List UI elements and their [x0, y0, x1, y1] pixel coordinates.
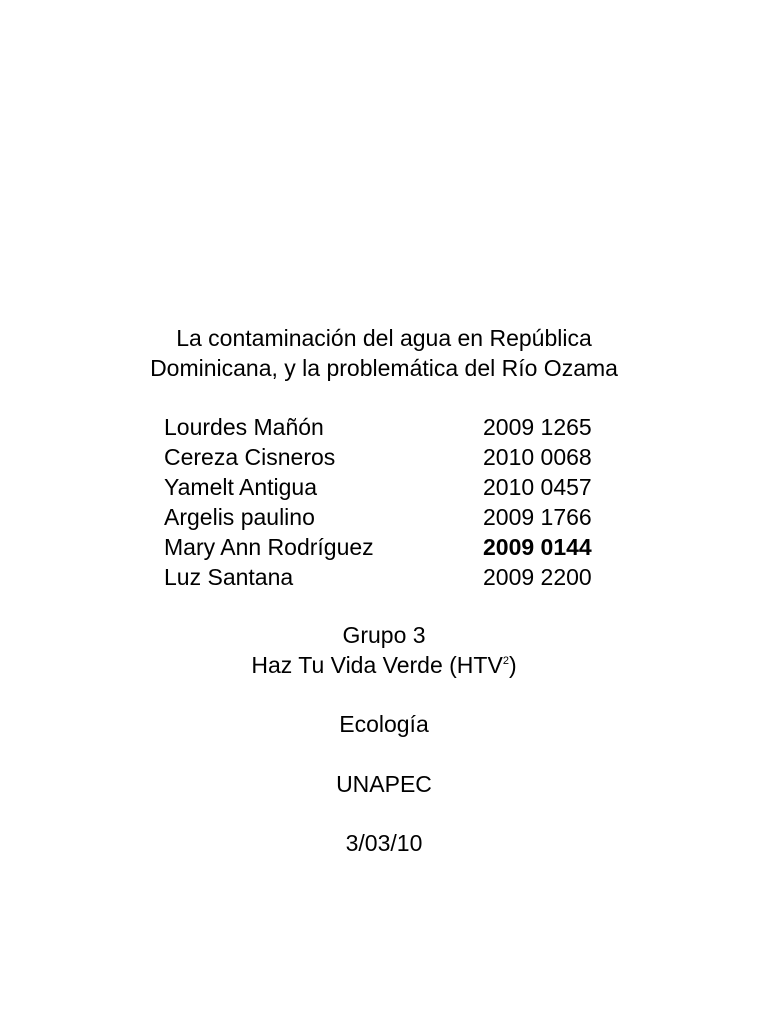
member-row [164, 472, 644, 502]
member-id: 2009 1265 [483, 414, 592, 440]
member-row [164, 412, 644, 442]
document-title [0, 323, 768, 383]
member-row [164, 562, 644, 592]
member-id: 2009 2200 [483, 564, 592, 590]
member-name: Cereza Cisneros [164, 444, 336, 470]
member-row [164, 502, 644, 532]
member-name: Yamelt Antigua [164, 474, 318, 500]
member-id: 2009 0144 [483, 534, 592, 560]
title-line-2: Dominicana, y la problemática del Río Ozama [150, 355, 618, 381]
group-motto-text: Haz Tu Vida Verde (HTV [251, 652, 503, 678]
subject: Ecología [339, 711, 429, 737]
member-list [164, 412, 644, 592]
date: 3/03/10 [345, 830, 423, 856]
member-name: Luz Santana [164, 564, 294, 590]
member-row [164, 532, 644, 562]
member-name: Mary Ann Rodríguez [164, 534, 374, 560]
group-motto-close: ) [508, 652, 517, 678]
title-line-1: La contaminación del agua en República [176, 325, 592, 351]
group-label: Grupo 3 [342, 622, 426, 648]
member-name: Argelis paulino [164, 504, 315, 530]
member-id: 2010 0457 [483, 474, 592, 500]
member-id: 2010 0068 [483, 444, 592, 470]
group-motto-superscript: 2 [502, 655, 509, 667]
institution: UNAPEC [336, 771, 432, 797]
member-name: Lourdes Mañón [164, 414, 324, 440]
group-motto [0, 650, 768, 680]
member-id: 2009 1766 [483, 504, 592, 530]
member-row [164, 442, 644, 472]
